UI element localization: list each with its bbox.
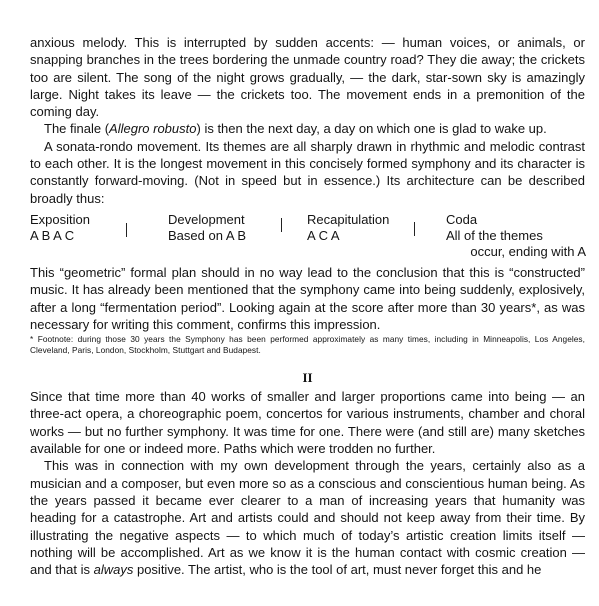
paragraph-movement-description: anxious melody. This is interrupted by sudden accents: — human voices, or animals, or snapping branches in the trees bordering the unmade country road? They die away; the crickets too are silent. The song of the night grows gradually, — the dark, star-sown sky is amazingly large. Night takes its leave — the crickets too. The movement ends in a premonition of the coming day. — [30, 35, 585, 120]
formal-plan-table — [30, 212, 585, 264]
development-column — [168, 212, 246, 244]
finale-tempo-marking: Allegro robusto — [109, 121, 197, 137]
paragraph-sonata-rondo: A sonata-rondo movement. Its themes are all sharply drawn in rhythmic and melodic contrast to each other. It is the longest movement in this concisely formed symphony and its character is constantly forward-moving. (Not in speed but in essence.) Its architecture can be described broadly thus: — [30, 138, 585, 206]
emphasis-always: always — [93, 562, 134, 578]
document-page — [30, 34, 585, 578]
exposition-heading: Exposition — [30, 211, 90, 227]
exposition-column — [30, 212, 90, 244]
development-content: Based on A B — [168, 227, 247, 243]
coda-column — [446, 212, 586, 260]
exposition-content: A B A C — [30, 227, 75, 243]
development-text-before: This was in connection with my own development through the years, certainly also as a musician and a composer, but even more so as a conscious and conscientious human being. As the years passed it became ever clearer to a man of increasing years that humanity was heading for a catastrophe. Art and artists could and should not keep away from their time. By illustrating the negative aspects — to which much of today’s artistic creation limits itself — nothing will be accomplished. Art as we know it is the human contact with cosmic creation — and that is — [30, 458, 585, 578]
section-heading: II — [302, 370, 313, 386]
footnote: * Footnote: during those 30 years the Symphony has been performed approximately as many times, including in Minneapolis, Los Angeles, Cleveland, Paris, London, Stockholm, Stuttgart and Budapest. — [30, 334, 585, 356]
paragraph-development — [30, 457, 585, 578]
column-divider — [414, 222, 415, 236]
development-text-after: positive. The artist, who is the tool of art, must never forget this and he — [133, 562, 542, 578]
development-heading: Development — [168, 211, 245, 227]
column-divider — [281, 218, 282, 232]
paragraph-finale — [30, 120, 585, 137]
paragraph-since-that-time: Since that time more than 40 works of smaller and larger proportions came into being — an three-act opera, a choreographic poem, concertos for various instruments, chamber and choral works — but no further symphony. It was time for one. There were (and still are) many sketches available for one or indeed more. Paths which were trodden no further. — [30, 389, 585, 457]
recapitulation-column — [307, 212, 389, 244]
coda-content-line2: occur, ending with A — [470, 243, 586, 259]
column-divider — [126, 223, 127, 237]
finale-text-before: The finale ( — [44, 121, 110, 137]
finale-text-after: ) is then the next day, a day on which one is glad to wake up. — [196, 121, 547, 137]
recapitulation-content: A C A — [307, 227, 340, 243]
recapitulation-heading: Recapitulation — [307, 211, 390, 227]
coda-heading: Coda — [446, 211, 478, 227]
paragraph-geometric-plan: This “geometric” formal plan should in no way lead to the conclusion that this is “constructed” music. It has already been mentioned that the symphony came into being suddenly, explosively, after a long “fermentation period”. Looking again at the score after more than 30 years*, as was necessary for writing this comment, confirms this impression. — [30, 264, 585, 332]
coda-content-line1: All of the themes — [446, 227, 543, 243]
